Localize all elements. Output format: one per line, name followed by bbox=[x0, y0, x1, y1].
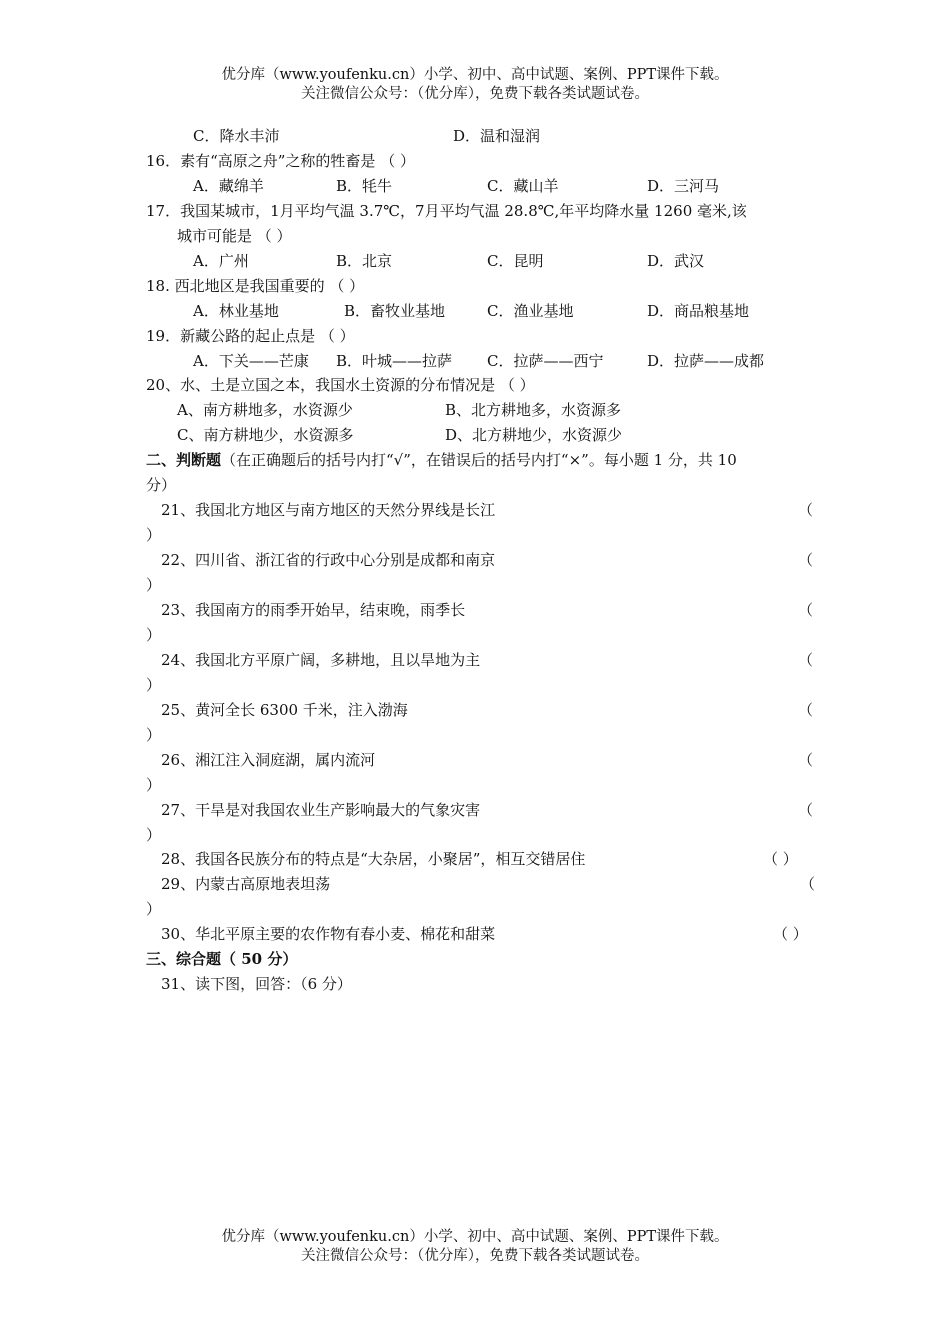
q16-option-c: C．藏山羊 bbox=[487, 177, 559, 195]
judge-item-21: 21、我国北方地区与南方地区的天然分界线是长江 bbox=[161, 501, 496, 519]
judge-item-27-close-paren: ） bbox=[146, 826, 162, 844]
judge-item-24-close-paren: ） bbox=[146, 676, 162, 694]
q17-option-d: D．武汉 bbox=[647, 252, 705, 270]
judge-item-21-close-paren: ） bbox=[146, 526, 162, 544]
judge-item-25: 25、黄河全长 6300 千米，注入渤海 bbox=[161, 701, 408, 719]
q17-stem: 17．我国某城市，1月平均气温 3.7℃，7月平均气温 28.8℃,年平均降水量 1260 毫米,该 bbox=[146, 202, 747, 220]
judge-item-29-close-paren: ） bbox=[146, 900, 162, 918]
judge-item-28-paren: （ ） bbox=[763, 850, 798, 868]
judge-item-27-open-paren: （ bbox=[798, 801, 814, 819]
q20-stem: 20、水、土是立国之本，我国水土资源的分布情况是 （ ） bbox=[146, 376, 535, 394]
judge-item-22-open-paren: （ bbox=[798, 551, 814, 569]
judge-item-26-open-paren: （ bbox=[798, 751, 814, 769]
q18-option-c: C．渔业基地 bbox=[487, 302, 574, 320]
q17-option-a: A．广州 bbox=[193, 252, 249, 270]
q18-option-a: A．林业基地 bbox=[193, 302, 279, 320]
header-line-2: 关注微信公众号：（优分库），免费下载各类试题试卷。 bbox=[301, 86, 649, 102]
q15-option-d: D．温和湿润 bbox=[453, 127, 541, 145]
judge-item-23-close-paren: ） bbox=[146, 626, 162, 644]
q19-option-a: A．下关——芒康 bbox=[193, 352, 309, 370]
judge-item-27: 27、干旱是对我国农业生产影响最大的气象灾害 bbox=[161, 801, 481, 819]
judge-item-23-open-paren: （ bbox=[798, 601, 814, 619]
q16-option-b: B．牦牛 bbox=[336, 177, 393, 195]
section-3-title: 三、综合题（ 50 分） bbox=[146, 950, 298, 968]
judge-item-22: 22、四川省、浙江省的行政中心分别是成都和南京 bbox=[161, 551, 496, 569]
judge-item-29: 29、内蒙古高原地表坦荡 bbox=[161, 875, 331, 893]
judge-item-21-open-paren: （ bbox=[798, 501, 814, 519]
judge-item-26-close-paren: ） bbox=[146, 776, 162, 794]
judge-item-29-open-paren: （ bbox=[800, 875, 816, 893]
judge-item-26: 26、湘江注入洞庭湖，属内流河 bbox=[161, 751, 376, 769]
judge-item-25-close-paren: ） bbox=[146, 726, 162, 744]
header-line-1: 优分库（www.youfenku.cn）小学、初中、高中试题、案例、PPT课件下载。 bbox=[221, 67, 729, 83]
q18-option-b: B．畜牧业基地 bbox=[344, 302, 446, 320]
section-2-title: 二、判断题 bbox=[146, 451, 222, 469]
q17-stem-cont: 城市可能是 （ ） bbox=[177, 227, 292, 245]
judge-item-23: 23、我国南方的雨季开始早，结束晚，雨季长 bbox=[161, 601, 466, 619]
q20-option-b: B、北方耕地多，水资源多 bbox=[445, 401, 622, 419]
section-2-desc: （在正确题后的括号内打“√”，在错误后的括号内打“×”。每小题 1 分，共 10 bbox=[221, 451, 737, 469]
q19-option-c: C．拉萨——西宁 bbox=[487, 352, 604, 370]
q31-stem: 31、读下图，回答：（6 分） bbox=[161, 975, 352, 993]
q20-option-d: D、北方耕地少，水资源少 bbox=[445, 426, 623, 444]
q17-option-b: B．北京 bbox=[336, 252, 393, 270]
judge-item-25-open-paren: （ bbox=[798, 701, 814, 719]
judge-item-28: 28、我国各民族分布的特点是“大杂居，小聚居”，相互交错居住 bbox=[161, 850, 586, 868]
judge-item-24-open-paren: （ bbox=[798, 651, 814, 669]
q18-option-d: D．商品粮基地 bbox=[647, 302, 750, 320]
q15-option-c: C．降水丰沛 bbox=[193, 127, 280, 145]
footer-line-1: 优分库（www.youfenku.cn）小学、初中、高中试题、案例、PPT课件下载。 bbox=[221, 1229, 729, 1245]
judge-item-30-paren: （ ） bbox=[773, 925, 808, 943]
q19-option-d: D．拉萨——成都 bbox=[647, 352, 765, 370]
q20-option-a: A、南方耕地多，水资源少 bbox=[177, 401, 353, 419]
q16-option-d: D．三河马 bbox=[647, 177, 720, 195]
q16-stem: 16．素有“高原之舟”之称的牲畜是 （ ） bbox=[146, 152, 415, 170]
footer-line-2: 关注微信公众号：（优分库），免费下载各类试题试卷。 bbox=[301, 1248, 649, 1264]
section-2-desc-cont: 分） bbox=[146, 476, 177, 494]
judge-item-24: 24、我国北方平原广阔，多耕地，且以旱地为主 bbox=[161, 651, 481, 669]
section-2-heading bbox=[146, 449, 737, 471]
q16-option-a: A．藏绵羊 bbox=[193, 177, 264, 195]
q20-option-c: C、南方耕地少，水资源多 bbox=[177, 426, 354, 444]
q17-option-c: C．昆明 bbox=[487, 252, 544, 270]
q19-option-b: B．叶城——拉萨 bbox=[336, 352, 453, 370]
q19-stem: 19．新藏公路的起止点是 （ ） bbox=[146, 327, 355, 345]
q18-stem: 18. 西北地区是我国重要的 （ ） bbox=[146, 277, 365, 295]
judge-item-22-close-paren: ） bbox=[146, 576, 162, 594]
judge-item-30: 30、华北平原主要的农作物有春小麦、棉花和甜菜 bbox=[161, 925, 496, 943]
